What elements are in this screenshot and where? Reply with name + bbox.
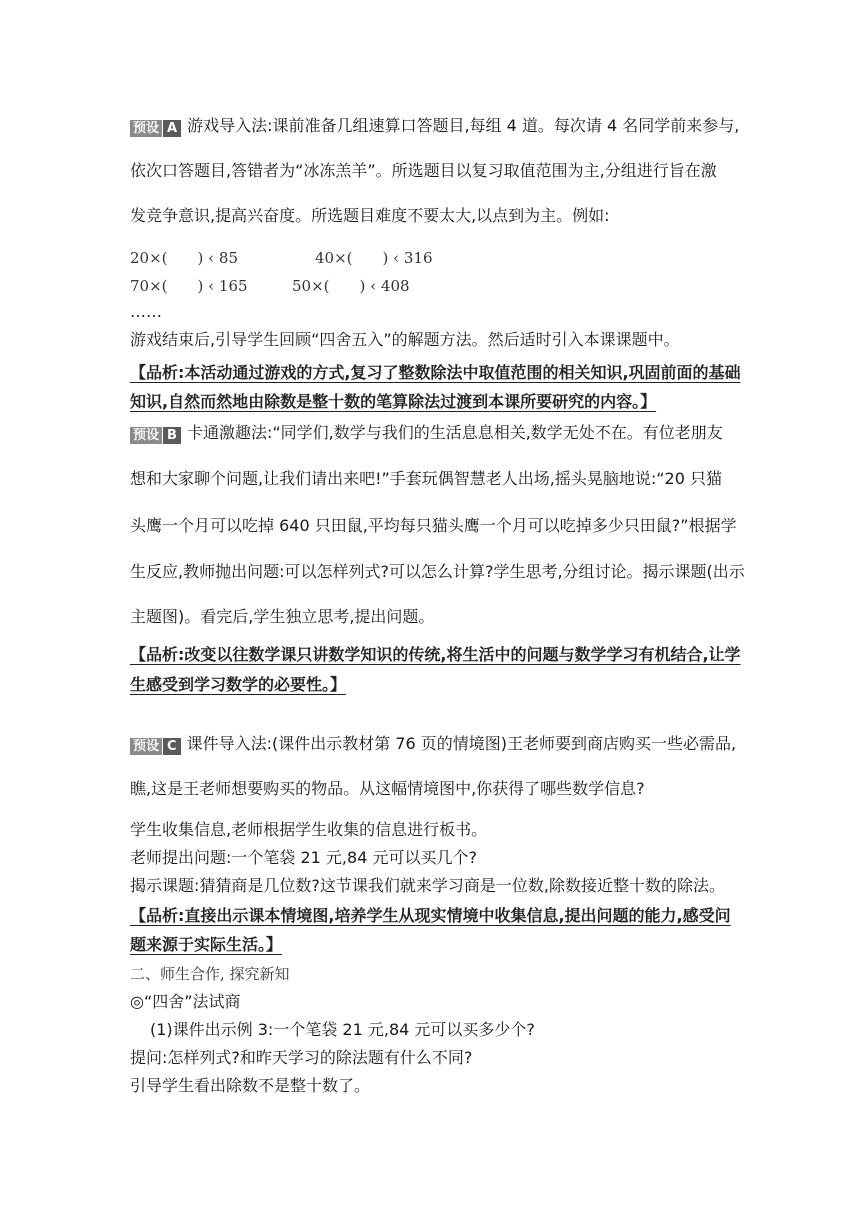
preset-a-after: 游戏结束后,引导学生回顾“四舍五入”的解题方法。然后适时引入本课课题中。: [130, 330, 680, 349]
preset-b-note-2: 生感受到学习数学的必要性。】: [130, 675, 347, 694]
preset-a-note-2: 知识,自然而然地由除数是整十数的笔算除法过渡到本课所要研究的内容。】: [130, 392, 657, 411]
preset-a-line-2: 依次口答题目,答错者为“冰冻羔羊”。所选题目以复习取值范围为主,分组进行旨在激: [130, 161, 717, 180]
example-3-item: (1)课件出示例 3:一个笔袋 21 元,84 元可以买多少个?: [150, 1020, 535, 1039]
preset-b-line-2: 想和大家聊个问题,让我们请出来吧!”手套玩偶智慧老人出场,摇头晃脑地说:“20 只猫: [130, 469, 723, 488]
example-2a: 70×( ) ‹ 165: [130, 277, 248, 295]
guide-line: 引导学生看出除数不是整十数了。: [130, 1076, 371, 1095]
preset-c-line-2: 瞧,这是王老师想要购买的物品。从这幅情境图中,你获得了哪些数学信息?: [130, 779, 645, 798]
preset-a-line-1: 预设 A 游戏导入法:课前准备几组速算口答题目,每组 4 道。每次请 4 名同学前来参与,: [130, 116, 739, 137]
example-1b: 40×( ) ‹ 316: [315, 249, 433, 267]
example-2b: 50×( ) ‹ 408: [292, 277, 410, 295]
ellipsis: ……: [130, 302, 162, 321]
example-row-2: [130, 276, 410, 296]
preset-b-line-3: 头鹰一个月可以吃掉 640 只田鼠,平均每只猫头鹰一个月可以吃掉多少只田鼠?”根据学: [130, 516, 737, 535]
example-1a: 20×( ) ‹ 85: [130, 249, 238, 267]
preset-c-note-1: 【品析:直接出示课本情境图,培养学生从现实情境中收集信息,提出问题的能力,感受问: [130, 906, 731, 925]
preset-c-line-4: 老师提出问题:一个笔袋 21 元,84 元可以买几个?: [130, 848, 477, 867]
preset-b-line-5: 主题图)。看完后,学生独立思考,提出问题。: [130, 607, 435, 626]
example-row-1: [130, 248, 433, 268]
preset-b-note-1: 【品析:改变以往数学课只讲数学知识的传统,将生活中的问题与数学学习有机结合,让学: [130, 645, 741, 664]
preset-c-line-3: 学生收集信息,老师根据学生收集的信息进行板书。: [130, 820, 488, 839]
preset-c-line-5: 揭示课题:猜猜商是几位数?这节课我们就来学习商是一位数,除数接近整十数的除法。: [130, 876, 725, 895]
question-line: 提问:怎样列式?和昨天学习的除法题有什么不同?: [130, 1048, 473, 1067]
preset-b-line-1: 预设 B 卡通激趣法:“同学们,数学与我们的生活息息相关,数学无处不在。有位老朋友: [130, 423, 723, 444]
preset-b-tag: 预设 B: [130, 424, 181, 444]
section-heading: 二、师生合作, 探究新知: [130, 965, 290, 983]
preset-c-tag: 预设 C: [130, 735, 181, 755]
preset-b-line-4: 生反应,教师抛出问题:可以怎样列式?可以怎么计算?学生思考,分组讨论。揭示课题(出示: [130, 562, 745, 581]
preset-a-note-1: 【品析:本活动通过游戏的方式,复习了整数除法中取值范围的相关知识,巩固前面的基础: [130, 363, 741, 382]
preset-c-note-2: 题来源于实际生活。】: [130, 935, 283, 954]
preset-a-line-3: 发竞争意识,提高兴奋度。所选题目难度不要太大,以点到为主。例如:: [130, 206, 610, 225]
section-subheading: ◎“四舍”法试商: [130, 992, 241, 1011]
preset-c-line-1: 预设 C 课件导入法:(课件出示教材第 76 页的情境图)王老师要到商店购买一些必需品,: [130, 734, 736, 755]
preset-a-tag: 预设 A: [130, 117, 181, 137]
